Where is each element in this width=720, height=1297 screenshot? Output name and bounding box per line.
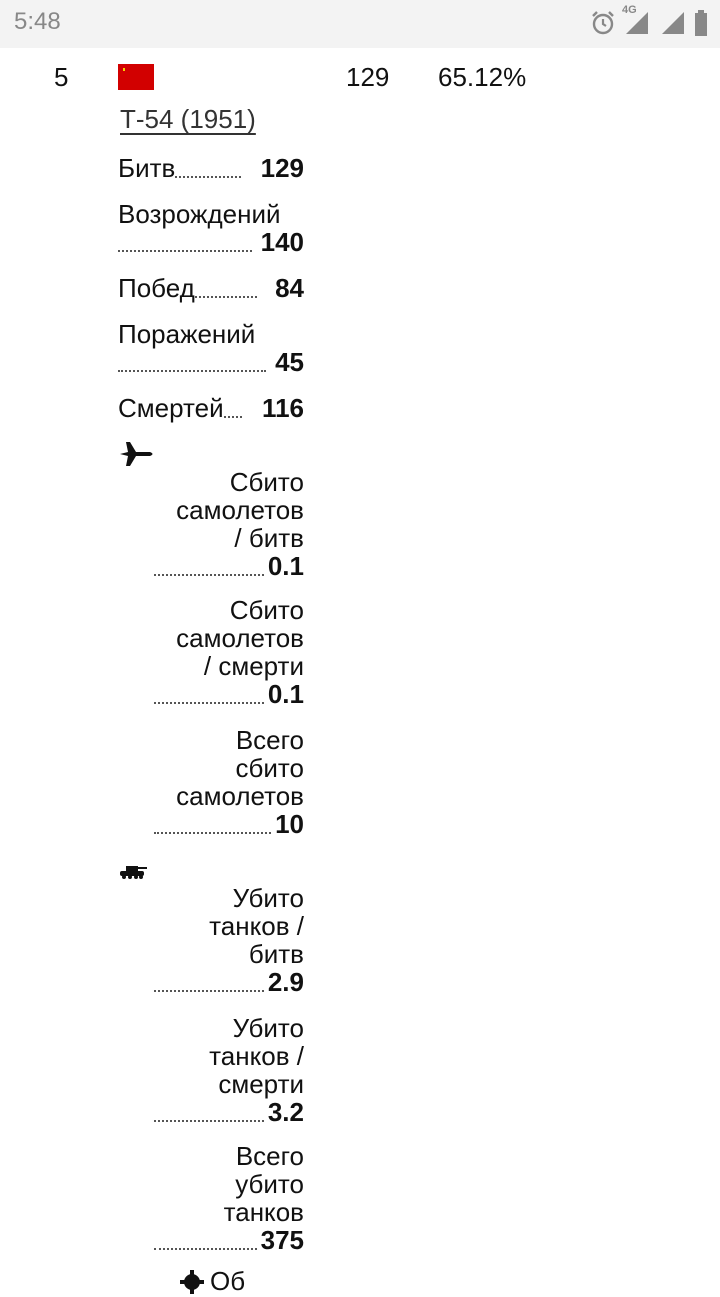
network-label: 4G — [622, 4, 637, 16]
stat-label: Убито — [232, 883, 304, 913]
stat-label: / битв — [234, 523, 304, 553]
status-time: 5:48 — [14, 8, 61, 35]
stat-label: Всего — [235, 725, 304, 755]
signal-icon — [660, 10, 686, 36]
stat-label: убито — [235, 1169, 304, 1199]
stat-label: Побед — [118, 273, 195, 303]
stat-label: смерти — [218, 1069, 304, 1099]
stat-label: битв — [248, 939, 304, 969]
stat-value: 2.9 — [267, 967, 304, 997]
signal-4g-icon — [622, 4, 652, 36]
stat-value: 84 — [275, 273, 304, 303]
stat-label: самолетов — [176, 781, 304, 811]
vehicle-name-link[interactable]: Т-54 (1951) — [120, 104, 256, 134]
stat-battles — [118, 154, 304, 188]
tank-icon — [118, 864, 148, 880]
stat-label: Смертей — [118, 393, 224, 423]
stat-value: 3.2 — [267, 1097, 304, 1127]
win-rate: 65.12% — [438, 62, 527, 92]
stat-label: Битв — [118, 153, 176, 183]
stat-label: сбито — [235, 753, 304, 783]
stat-label: Сбито — [229, 467, 304, 497]
next-section-label: Об — [210, 1266, 246, 1296]
stat-value: 116 — [262, 393, 304, 423]
stat-label: Убито — [232, 1013, 304, 1043]
status-bar — [0, 0, 720, 48]
stat-value: 45 — [275, 347, 304, 377]
stat-value: 0.1 — [267, 551, 304, 581]
stat-value: 0.1 — [267, 679, 304, 709]
alarm-icon — [590, 10, 616, 36]
stat-defeats — [118, 320, 304, 382]
stat-label: / смерти — [203, 651, 304, 681]
status-icons — [590, 4, 708, 38]
stat-value: 375 — [260, 1225, 304, 1255]
stat-value: 140 — [260, 227, 304, 257]
stat-label: танков / — [209, 911, 304, 941]
battery-icon — [694, 10, 708, 36]
ground-stat-kills-per-battle — [154, 884, 304, 996]
ground-stat-kills-per-death — [154, 1014, 304, 1126]
stat-label: самолетов — [176, 623, 304, 653]
ground-stat-total-kills — [154, 1142, 304, 1254]
stat-wins — [118, 274, 304, 308]
stat-value: 10 — [275, 809, 304, 839]
stat-deaths — [118, 394, 304, 428]
air-stat-total-kills — [154, 726, 304, 838]
jet-plane-icon — [118, 440, 156, 468]
air-stat-kills-per-battle — [154, 468, 304, 580]
stat-label: Всего — [235, 1141, 304, 1171]
stat-label: Сбито — [229, 595, 304, 625]
stat-label: самолетов — [176, 495, 304, 525]
stat-label: Возрождений — [118, 199, 281, 229]
air-stat-kills-per-death — [154, 596, 304, 708]
ussr-flag-icon — [118, 64, 154, 90]
stat-respawns — [118, 200, 304, 262]
next-section-header — [180, 1266, 245, 1297]
stat-label: танков / — [209, 1041, 304, 1071]
stat-value: 129 — [260, 153, 304, 183]
stat-label: танков — [223, 1197, 304, 1227]
rank-number: 5 — [54, 62, 69, 92]
stat-label: Поражений — [118, 319, 256, 349]
battles-count: 129 — [346, 62, 390, 92]
gear-icon — [180, 1270, 204, 1294]
